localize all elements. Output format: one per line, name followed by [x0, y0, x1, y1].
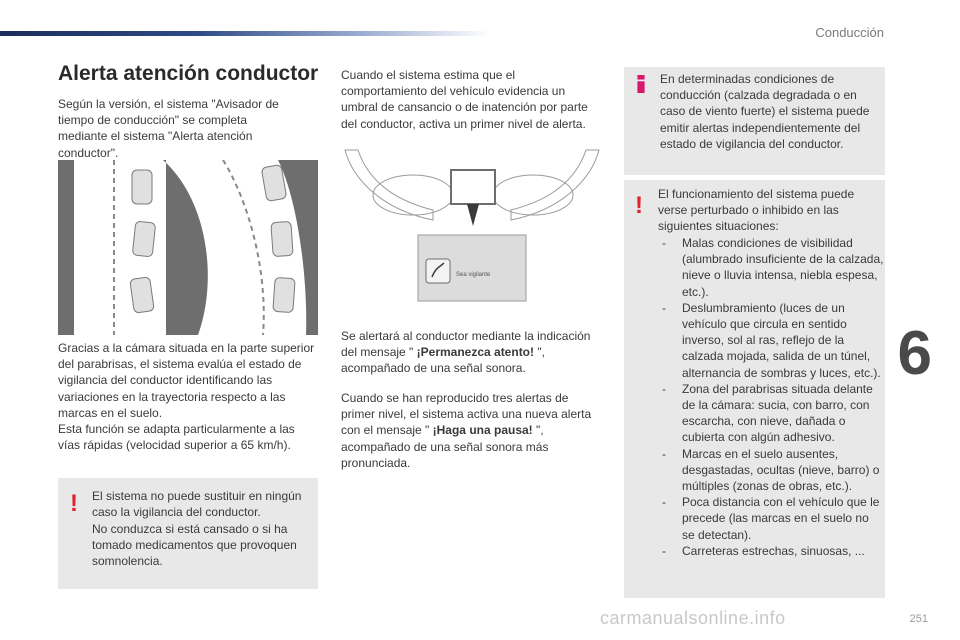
message-1-tail: ", acompañado de una señal sonora. — [341, 345, 545, 376]
message-2-tail: ", acompañado de una señal sonora más pronunciada. — [341, 423, 549, 470]
list-item: - Zona del parabrisas situada delante de la cámara: sucia, con barro, con escarcha, con nieve, dañada o cubierta con algún adhesivo. — [658, 381, 884, 446]
message-2-bold: ¡Haga una pausa! — [432, 423, 533, 438]
dashboard-display-illustration — [343, 140, 601, 315]
situations-list — [658, 235, 884, 559]
list-item: - Poca distancia con el vehículo que le precede (las marcas en el suelo no se detectan). — [658, 494, 884, 543]
info-icon — [637, 75, 645, 93]
warning-icon: ! — [70, 490, 78, 517]
message-1-bold: ¡Permanezca atento! — [416, 345, 535, 360]
warning-note-left — [58, 478, 318, 589]
list-item: - Carreteras estrechas, sinuosas, ... — [658, 543, 884, 559]
message-1-paragraph — [341, 328, 603, 377]
speed-paragraph: Esta función se adapta particularmente a las vías rápidas (velocidad superior a 65 km/h). — [58, 422, 295, 453]
warning-icon: ! — [635, 192, 643, 219]
message-2-lead: Cuando se han reproducido tres alertas de primer nivel, el sistema activa una nueva alerta con el mensaje " — [341, 391, 592, 438]
header-bar — [0, 31, 490, 36]
message-2-paragraph — [341, 390, 603, 471]
dashboard-svg — [343, 140, 601, 315]
list-item: - Deslumbramiento (luces de un vehículo que circula en sentido inverso, sol al ras, reflejo de la calzada mojada, salida de un túnel, alternancia de sombras y luces, etc.). — [658, 300, 884, 381]
chapter-number: 6 — [897, 319, 932, 388]
watermark: carmanualsonline.info — [600, 608, 786, 628]
page-number: 251 — [909, 613, 928, 625]
list-item: - Malas condiciones de visibilidad (alumbrado insuficiente de la calzada, nieve o lluvia intensa, niebla espesa, etc.). — [658, 235, 884, 300]
lane-drift-illustration — [58, 160, 318, 335]
section-title: Conducción — [815, 25, 884, 40]
warning-note-right — [624, 180, 885, 598]
list-item: - Marcas en el suelo ausentes, desgastadas, ocultas (nieve, barro) o múltiples (zonas de obras, etc.). — [658, 446, 884, 495]
message-1-lead: Se alertará al conductor mediante la indicación del mensaje " — [341, 329, 591, 360]
warning-text-2: No conduzca si está cansado o si ha tomado medicamentos que provoquen somnolencia. — [92, 522, 297, 569]
warning-intro-text: El funcionamiento del sistema puede verse perturbado o inhibido en las siguientes situaciones: — [658, 187, 855, 234]
intro-paragraph: Según la versión, el sistema "Avisador de tiempo de conducción" se completa mediante el sistema "Alerta atención conductor". — [58, 97, 279, 160]
info-note-text: En determinadas condiciones de conducción (calzada degradada o en caso de viento fuerte) el sistema puede emitir alertas independientemente del estado de vigilancia del conductor. — [660, 72, 870, 151]
warning-text-1: El sistema no puede sustituir en ningún caso la vigilancia del conductor. — [92, 489, 302, 520]
display-message: Sea vigilante — [456, 272, 491, 278]
road-illustration — [58, 160, 318, 335]
first-alert-paragraph: Cuando el sistema estima que el comportamiento del vehículo evidencia un umbral de cansancio o de inatención por parte del conductor, activa un primer nivel de alerta. — [341, 68, 588, 131]
page-title: Alerta atención conductor — [58, 62, 319, 85]
description-paragraph: Gracias a la cámara situada en la parte superior del parabrisas, el sistema evalúa el estado de vigilancia del conductor identificando las variaciones en la trayectoria respecto a las marcas en el suelo. — [58, 341, 315, 420]
info-note — [624, 67, 885, 175]
